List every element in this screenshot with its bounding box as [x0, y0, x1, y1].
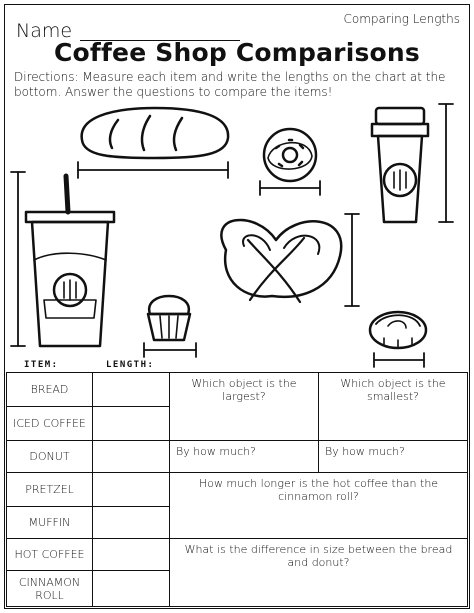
- item-cell: MUFFIN: [7, 507, 93, 539]
- item-cell: ICED COFFEE: [7, 407, 93, 441]
- question-smallest[interactable]: Which object is the smallest?: [319, 373, 468, 441]
- item-cell: CINNAMON ROLL: [7, 571, 93, 607]
- length-input-cell[interactable]: [93, 407, 170, 441]
- pretzel-icon: [221, 220, 341, 302]
- item-cell: PRETZEL: [7, 473, 93, 507]
- length-input-cell[interactable]: [93, 473, 170, 507]
- item-cell: DONUT: [7, 441, 93, 473]
- pretzel-ruler-icon: [345, 214, 359, 306]
- cinnamon-roll-ruler-icon: [374, 353, 424, 367]
- donut-icon: [264, 129, 316, 181]
- muffin-ruler-icon: [144, 343, 196, 357]
- measurement-chart: [6, 372, 468, 607]
- table-row: [7, 539, 468, 571]
- muffin-icon: [148, 296, 190, 340]
- subject-label: Comparing Lengths: [343, 12, 460, 26]
- length-input-cell[interactable]: [93, 571, 170, 607]
- bread-ruler-icon: [78, 162, 228, 178]
- item-cell: BREAD: [7, 373, 93, 407]
- table-row: [7, 373, 468, 407]
- donut-ruler-icon: [260, 181, 320, 195]
- question-largest[interactable]: Which object is the largest?: [170, 373, 319, 441]
- iced-coffee-ruler-icon: [11, 172, 25, 346]
- question-longer[interactable]: How much longer is the hot coffee than the cinnamon roll?: [170, 473, 468, 539]
- table-row: [7, 473, 468, 507]
- directions-text: Directions: Measure each item and write the lengths on the chart at the bottom. Answer the questions to compare the items!: [14, 70, 446, 99]
- length-input-cell[interactable]: [93, 441, 170, 473]
- length-input-cell[interactable]: [93, 507, 170, 539]
- length-input-cell[interactable]: [93, 539, 170, 571]
- cinnamon-roll-icon: [370, 312, 426, 348]
- bread-icon: [82, 108, 228, 158]
- table-row: [7, 441, 468, 473]
- length-column-header: LENGTH:: [106, 360, 155, 370]
- iced-coffee-icon: [26, 176, 114, 346]
- question-by-how-much-smallest[interactable]: By how much?: [319, 441, 468, 473]
- hot-coffee-icon: [372, 108, 428, 222]
- question-difference[interactable]: What is the difference in size between the bread and donut?: [170, 539, 468, 607]
- length-input-cell[interactable]: [93, 373, 170, 407]
- item-cell: HOT COFFEE: [7, 539, 93, 571]
- question-by-how-much-largest[interactable]: By how much?: [170, 441, 319, 473]
- item-column-header: ITEM:: [24, 360, 59, 370]
- name-label: Name: [16, 20, 73, 42]
- hot-coffee-ruler-icon: [439, 104, 453, 222]
- page-title: Coffee Shop Comparisons: [53, 38, 421, 67]
